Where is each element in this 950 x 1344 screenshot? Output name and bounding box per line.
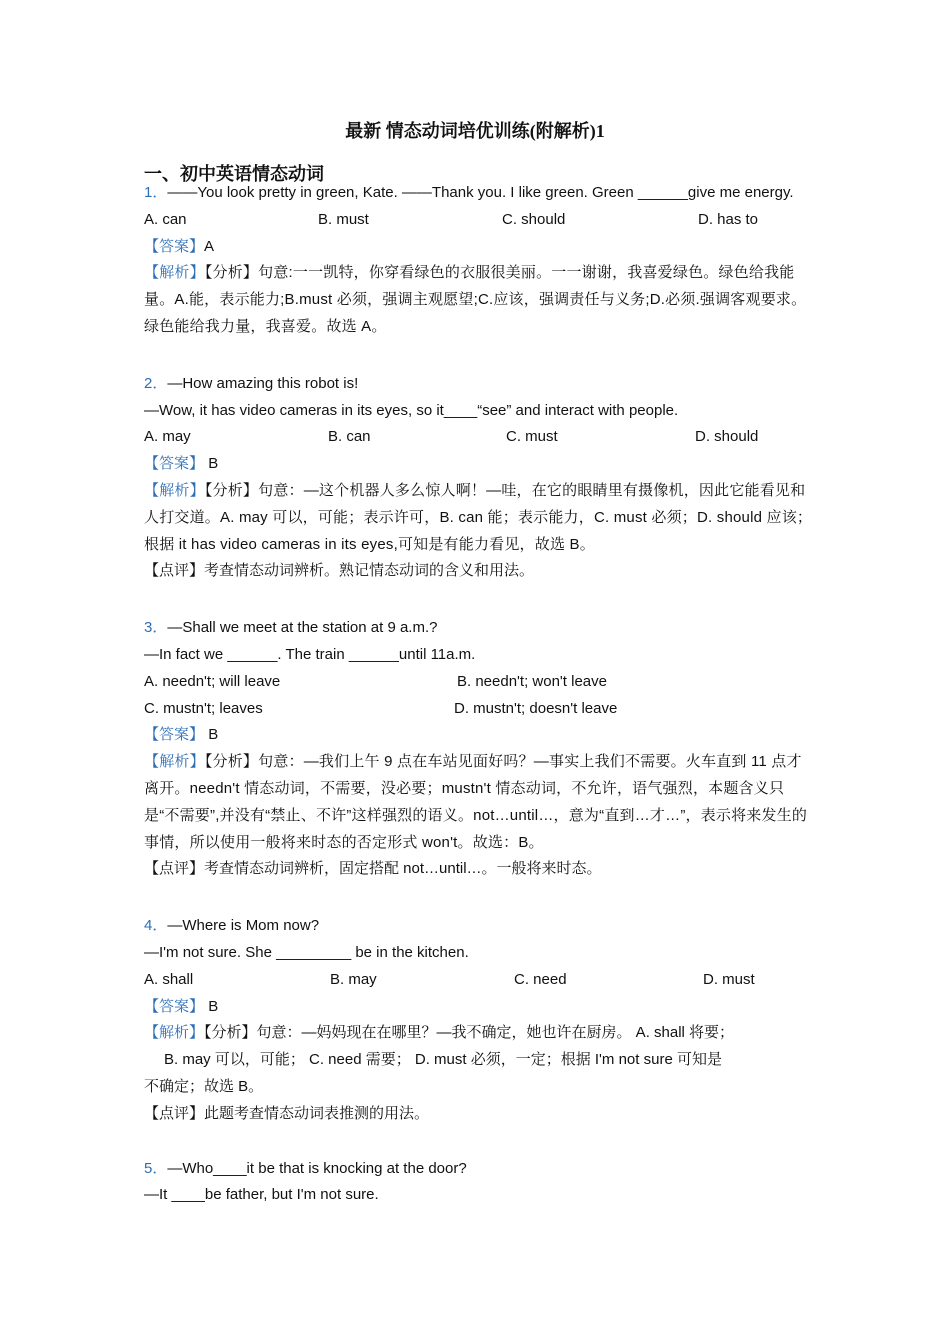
question-stem bbox=[144, 180, 816, 207]
document-title: 最新 情态动词培优训练(附解析)1 bbox=[345, 121, 605, 141]
analysis-text: 【分析】句意：—我们上午 9 点在车站见面好吗？—事实上我们不需要。火车直到 11 点才离开。needn't 情态动词，不需要，没必要；mustn't 情态动词，不允许，语气强烈，本题含义只是“不需要”,并没有“禁止、不许”这样强烈的语义。not…until…，意为“直到…才…”，表示将来发生的事情，所以使用一般将来时态的否定形式 won't。故选：B。 bbox=[144, 753, 808, 851]
options-row bbox=[144, 696, 816, 723]
answer-line bbox=[144, 722, 816, 749]
analysis-text: 【分析】句意：—妈妈现在在哪里？—我不确定，她也许在厨房。 A. shall 将要； bbox=[204, 1024, 735, 1042]
analysis-text-line-2: B. may 可以，可能； C. need 需要； D. must 必须，一定；根据 I'm not sure 可知是 bbox=[164, 1051, 722, 1069]
option-b: B. must bbox=[318, 210, 369, 228]
question-stem bbox=[144, 1156, 816, 1183]
analysis-block bbox=[144, 478, 816, 558]
analysis-tag: 【解析】 bbox=[144, 264, 205, 282]
answer-value: B bbox=[208, 726, 219, 744]
analysis-text: 【分析】句意:一一凯特，你穿看绿色的衣服很美丽。一一谢谢，我喜爱绿色。绿色给我能量。A.能，表示能力;B.must 必须，强调主观愿望;C.应该，强调责任与义务;D.必须.强调客观要求。绿色能给我力量，我喜爱。故选 A。 bbox=[144, 264, 807, 335]
analysis-tag: 【解析】 bbox=[144, 753, 205, 771]
options-row bbox=[144, 207, 816, 234]
comment-line: 【点评】考查情态动词辨析，固定搭配 not…until…。一般将来时态。 bbox=[144, 860, 602, 878]
question-4 bbox=[144, 913, 816, 1127]
analysis-text: 【分析】句意：—这个机器人多么惊人啊！—哇，在它的眼睛里有摄像机，因此它能看见和人打交道。A. may 可以，可能；表示许可，B. can 能；表示能力，C. must 必须；D. should 应该；根据 it has video cameras in its eyes,可知是有能力看见，故选 B。 bbox=[144, 481, 813, 553]
option-c: C. must bbox=[506, 428, 558, 446]
option-b: B. may bbox=[330, 970, 377, 988]
question-text: ——You look pretty in green, Kate. ——Thank you. I like green. Green ______give me energy. bbox=[167, 184, 794, 201]
answer-value: B bbox=[208, 455, 219, 473]
question-2 bbox=[144, 371, 816, 585]
question-number: 2． bbox=[144, 374, 168, 392]
analysis-tag: 【解析】 bbox=[144, 481, 205, 499]
question-stem bbox=[144, 913, 816, 940]
option-d: D. mustn't; doesn't leave bbox=[454, 699, 618, 717]
question-number: 3． bbox=[144, 619, 168, 637]
options-row bbox=[144, 669, 816, 696]
option-d: D. should bbox=[695, 428, 759, 446]
question-number: 1． bbox=[144, 184, 168, 201]
question-text: —Who____it be that is knocking at the door? bbox=[167, 1159, 467, 1177]
question-stem bbox=[144, 615, 816, 642]
question-1 bbox=[144, 180, 816, 341]
question-text-line-2: —I'm not sure. She _________ be in the kitchen. bbox=[144, 943, 469, 961]
analysis-block bbox=[144, 749, 816, 856]
section-heading: 一、初中英语情态动词 bbox=[144, 164, 324, 184]
option-d: D. has to bbox=[698, 210, 759, 228]
option-a: A. can bbox=[144, 210, 187, 228]
answer-line bbox=[144, 994, 816, 1021]
option-c: C. need bbox=[514, 970, 567, 988]
question-text-line-2: —Wow, it has video cameras in its eyes, so it____“see” and interact with people. bbox=[144, 401, 679, 419]
options-row bbox=[144, 967, 816, 994]
question-text: —Where is Mom now? bbox=[167, 917, 320, 935]
answer-line bbox=[144, 451, 816, 478]
answer-tag: 【答案】 bbox=[144, 237, 205, 255]
option-d: D. must bbox=[703, 970, 755, 988]
question-text: —Shall we meet at the station at 9 a.m.? bbox=[167, 619, 438, 637]
question-list bbox=[144, 180, 816, 1235]
option-a: A. needn't; will leave bbox=[144, 672, 281, 690]
comment-line: 【点评】此题考查情态动词表推测的用法。 bbox=[144, 1104, 430, 1122]
analysis-tag: 【解析】 bbox=[144, 1024, 205, 1042]
option-a: A. shall bbox=[144, 970, 194, 988]
analysis-block bbox=[144, 260, 816, 340]
question-number: 5． bbox=[144, 1159, 168, 1177]
question-text-line-2: —In fact we ______. The train ______until 11a.m. bbox=[144, 645, 476, 663]
answer-tag: 【答案】 bbox=[144, 455, 205, 473]
analysis-block bbox=[144, 1020, 816, 1047]
answer-line bbox=[144, 234, 816, 261]
option-c: C. should bbox=[502, 210, 566, 228]
comment-line: 【点评】考查情态动词辨析。熟记情态动词的含义和用法。 bbox=[144, 562, 535, 580]
answer-tag: 【答案】 bbox=[144, 726, 205, 744]
question-number: 4． bbox=[144, 917, 168, 935]
analysis-text-line-3: 不确定；故选 B。 bbox=[144, 1077, 264, 1095]
option-b: B. can bbox=[328, 428, 371, 446]
question-text-line-2: —It ____be father, but I'm not sure. bbox=[144, 1186, 379, 1204]
question-3 bbox=[144, 615, 816, 883]
option-c: C. mustn't; leaves bbox=[144, 699, 263, 717]
options-row bbox=[144, 424, 816, 451]
question-5 bbox=[144, 1156, 816, 1210]
question-text: —How amazing this robot is! bbox=[167, 374, 359, 392]
option-a: A. may bbox=[144, 428, 191, 446]
option-b: B. needn't; won't leave bbox=[457, 672, 607, 690]
answer-value: B bbox=[208, 997, 219, 1015]
answer-tag: 【答案】 bbox=[144, 997, 205, 1015]
question-stem bbox=[144, 371, 816, 398]
answer-value: A bbox=[204, 237, 215, 255]
